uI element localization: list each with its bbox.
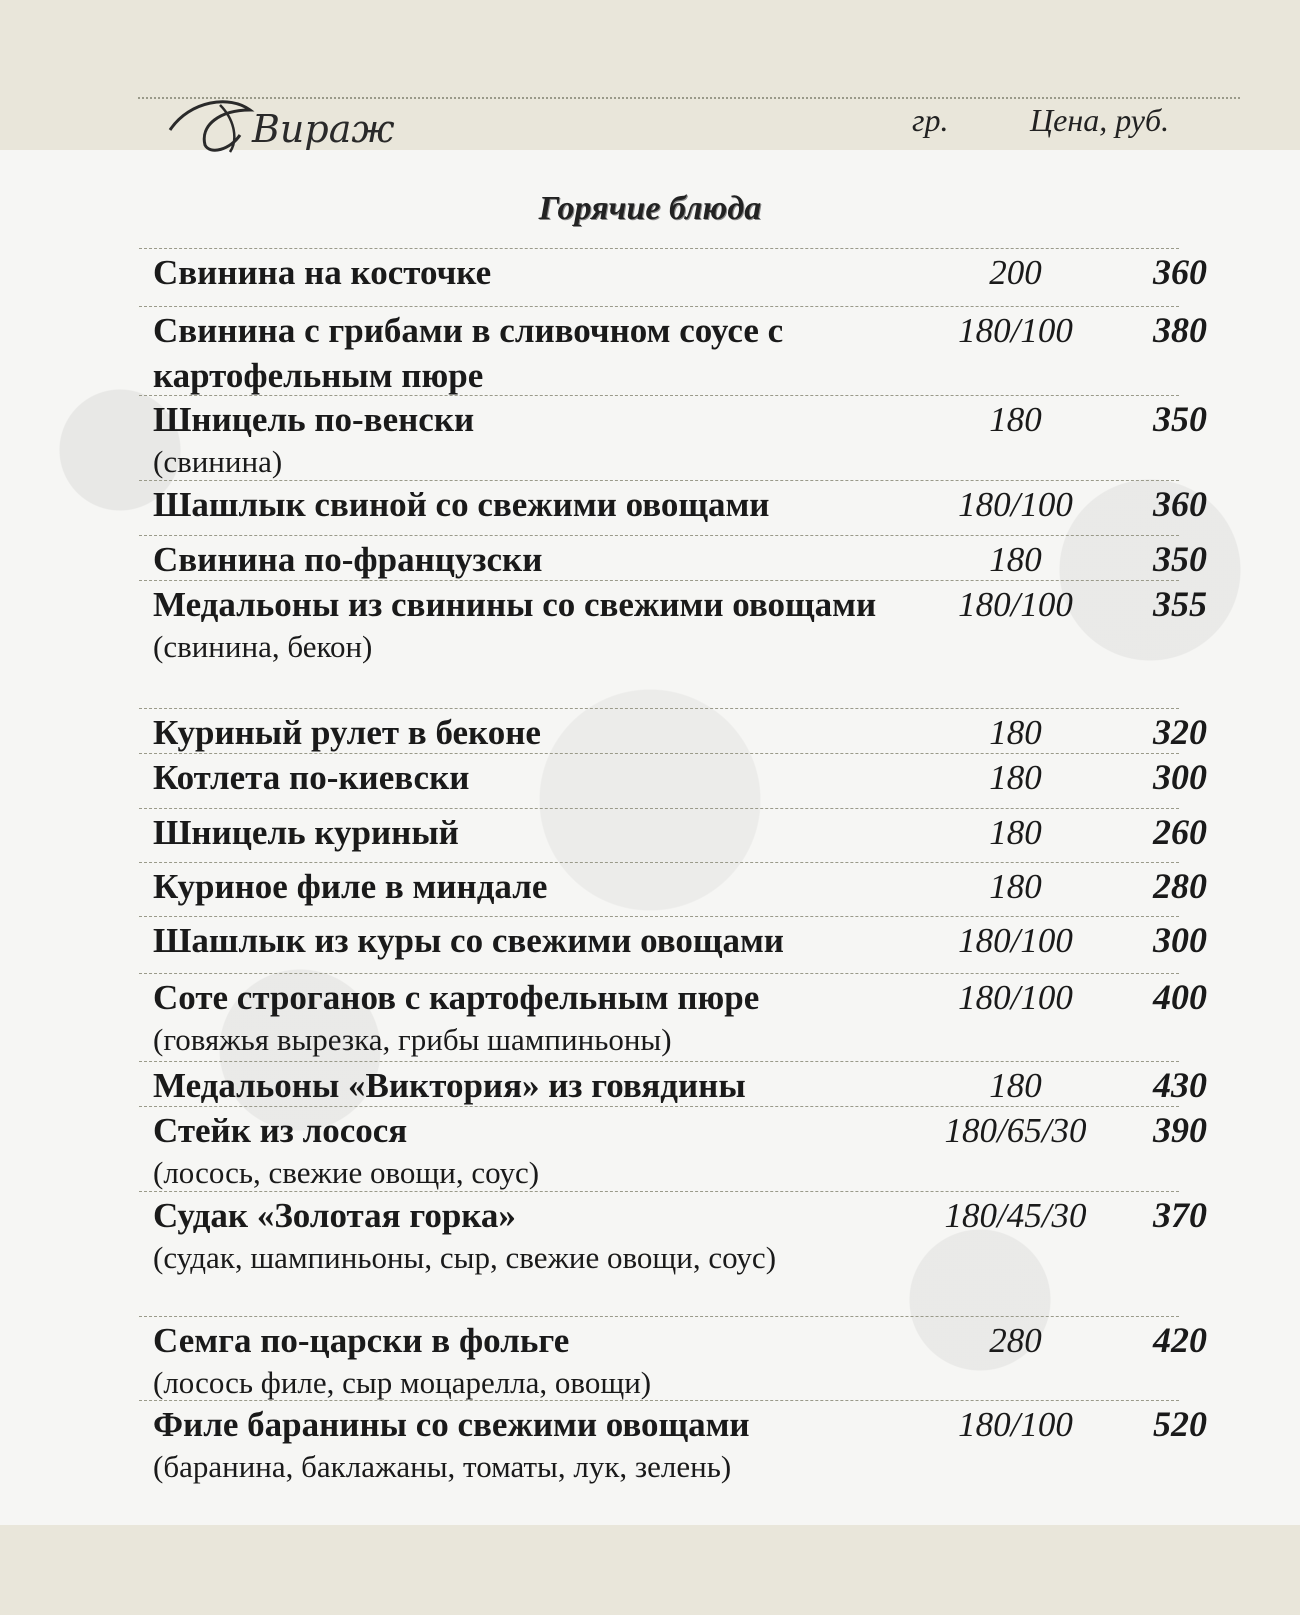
dish-name: Соте строганов с картофельным пюре <box>153 978 760 1017</box>
dish-weight: 180/100 <box>958 978 1073 1017</box>
dish-weight: 280 <box>989 1321 1042 1360</box>
dish-price: 360 <box>1153 252 1207 292</box>
dish-price: 360 <box>1153 484 1207 524</box>
dish-weight: 180/65/30 <box>944 1111 1087 1150</box>
weight-column-header: гр. <box>912 102 949 138</box>
row-divider <box>139 753 1179 754</box>
row-divider <box>139 248 1179 249</box>
row-divider <box>139 1316 1179 1317</box>
dish-description: (судак, шампиньоны, сыр, свежие овощи, соус) <box>153 1240 777 1275</box>
menu-item <box>153 1193 1207 1278</box>
dish-weight: 180 <box>989 758 1042 797</box>
dish-price: 420 <box>1153 1320 1207 1360</box>
dish-weight: 180 <box>989 813 1042 852</box>
row-divider <box>139 1400 1179 1401</box>
dish-price: 520 <box>1153 1404 1207 1444</box>
dish-weight: 180 <box>989 540 1042 579</box>
dish-name: Шницель по-венски <box>153 400 475 439</box>
dish-name: Медальоны «Виктория» из говядины <box>153 1066 746 1105</box>
dish-weight: 200 <box>989 253 1042 292</box>
menu-item <box>153 710 1207 755</box>
dish-weight: 180/100 <box>958 485 1073 524</box>
menu-item <box>153 810 1207 855</box>
dish-price: 300 <box>1153 920 1207 960</box>
dish-price: 370 <box>1153 1195 1207 1235</box>
dish-name: Свинина по-французски <box>153 540 543 579</box>
menu-item <box>153 582 1207 667</box>
row-divider <box>139 1061 1179 1062</box>
dish-name: Котлета по-киевски <box>153 758 470 797</box>
dish-name: Семга по-царски в фольге <box>153 1321 570 1360</box>
footer-band <box>0 1525 1300 1615</box>
row-divider <box>139 808 1179 809</box>
dish-name: Медальоны из свинины со свежими овощами <box>153 585 877 624</box>
dish-description: (свинина) <box>153 444 283 479</box>
menu-item <box>153 755 1207 800</box>
row-divider <box>139 306 1179 307</box>
dish-weight: 180/45/30 <box>944 1196 1087 1235</box>
dish-name: Стейк из лосося <box>153 1111 408 1150</box>
dish-price: 350 <box>1153 399 1207 439</box>
dish-weight: 180/100 <box>958 1405 1073 1444</box>
restaurant-logo <box>160 90 460 160</box>
dish-price: 430 <box>1153 1065 1207 1105</box>
dish-price: 260 <box>1153 812 1207 852</box>
dish-weight: 180 <box>989 1066 1042 1105</box>
dish-description: (лосось филе, сыр моцарелла, овощи) <box>153 1365 652 1400</box>
menu-item <box>153 482 1207 527</box>
dish-description: (лосось, свежие овощи, соус) <box>153 1155 540 1190</box>
dish-price: 390 <box>1153 1110 1207 1150</box>
row-divider <box>139 535 1179 536</box>
menu-item <box>153 1318 1207 1403</box>
dish-weight: 180 <box>989 867 1042 906</box>
dish-name: Куриный рулет в беконе <box>153 713 541 752</box>
section-title: Горячие блюда <box>538 190 762 227</box>
dish-price: 320 <box>1153 712 1207 752</box>
dish-price: 380 <box>1153 310 1207 350</box>
row-divider <box>139 708 1179 709</box>
dish-weight: 180 <box>989 713 1042 752</box>
dish-name: Свинина на косточке <box>153 253 492 292</box>
menu-item <box>153 1108 1207 1193</box>
dish-name: Свинина с грибами в сливочном соусе с картофельным пюре <box>153 311 784 395</box>
menu-item <box>153 537 1207 582</box>
row-divider <box>139 1191 1179 1192</box>
dish-description: (свинина, бекон) <box>153 629 373 664</box>
menu-item <box>153 864 1207 909</box>
row-divider <box>139 395 1179 396</box>
logo-text: Вираж <box>252 107 395 151</box>
dish-name: Шашлык из куры со свежими овощами <box>153 921 784 960</box>
dish-description: (баранина, баклажаны, томаты, лук, зелень) <box>153 1449 732 1484</box>
dish-name: Филе баранины со свежими овощами <box>153 1405 750 1444</box>
dish-description: (говяжья вырезка, грибы шампиньоны) <box>153 1022 672 1057</box>
price-column-header: Цена, руб. <box>1030 102 1170 138</box>
row-divider <box>139 1106 1179 1107</box>
row-divider <box>139 862 1179 863</box>
menu-item <box>153 1402 1207 1487</box>
row-divider <box>139 480 1179 481</box>
dish-weight: 180/100 <box>958 585 1073 624</box>
dish-weight: 180/100 <box>958 921 1073 960</box>
dish-price: 280 <box>1153 866 1207 906</box>
menu-item <box>153 975 1207 1060</box>
dish-price: 355 <box>1153 584 1207 624</box>
dish-name: Шашлык свиной со свежими овощами <box>153 485 770 524</box>
dish-weight: 180 <box>989 400 1042 439</box>
dish-name: Куриное филе в миндале <box>153 867 548 906</box>
menu-item <box>153 918 1207 963</box>
dish-price: 350 <box>1153 539 1207 579</box>
row-divider <box>139 916 1179 917</box>
menu-item <box>153 250 1207 295</box>
menu-item <box>153 308 1207 398</box>
dish-name: Шницель куриный <box>153 813 459 852</box>
menu-item <box>153 1063 1207 1108</box>
dish-price: 400 <box>1153 977 1207 1017</box>
row-divider <box>139 973 1179 974</box>
dish-weight: 180/100 <box>958 311 1073 350</box>
menu-item <box>153 397 1207 482</box>
dish-price: 300 <box>1153 757 1207 797</box>
dish-name: Судак «Золотая горка» <box>153 1196 516 1235</box>
row-divider <box>139 580 1179 581</box>
